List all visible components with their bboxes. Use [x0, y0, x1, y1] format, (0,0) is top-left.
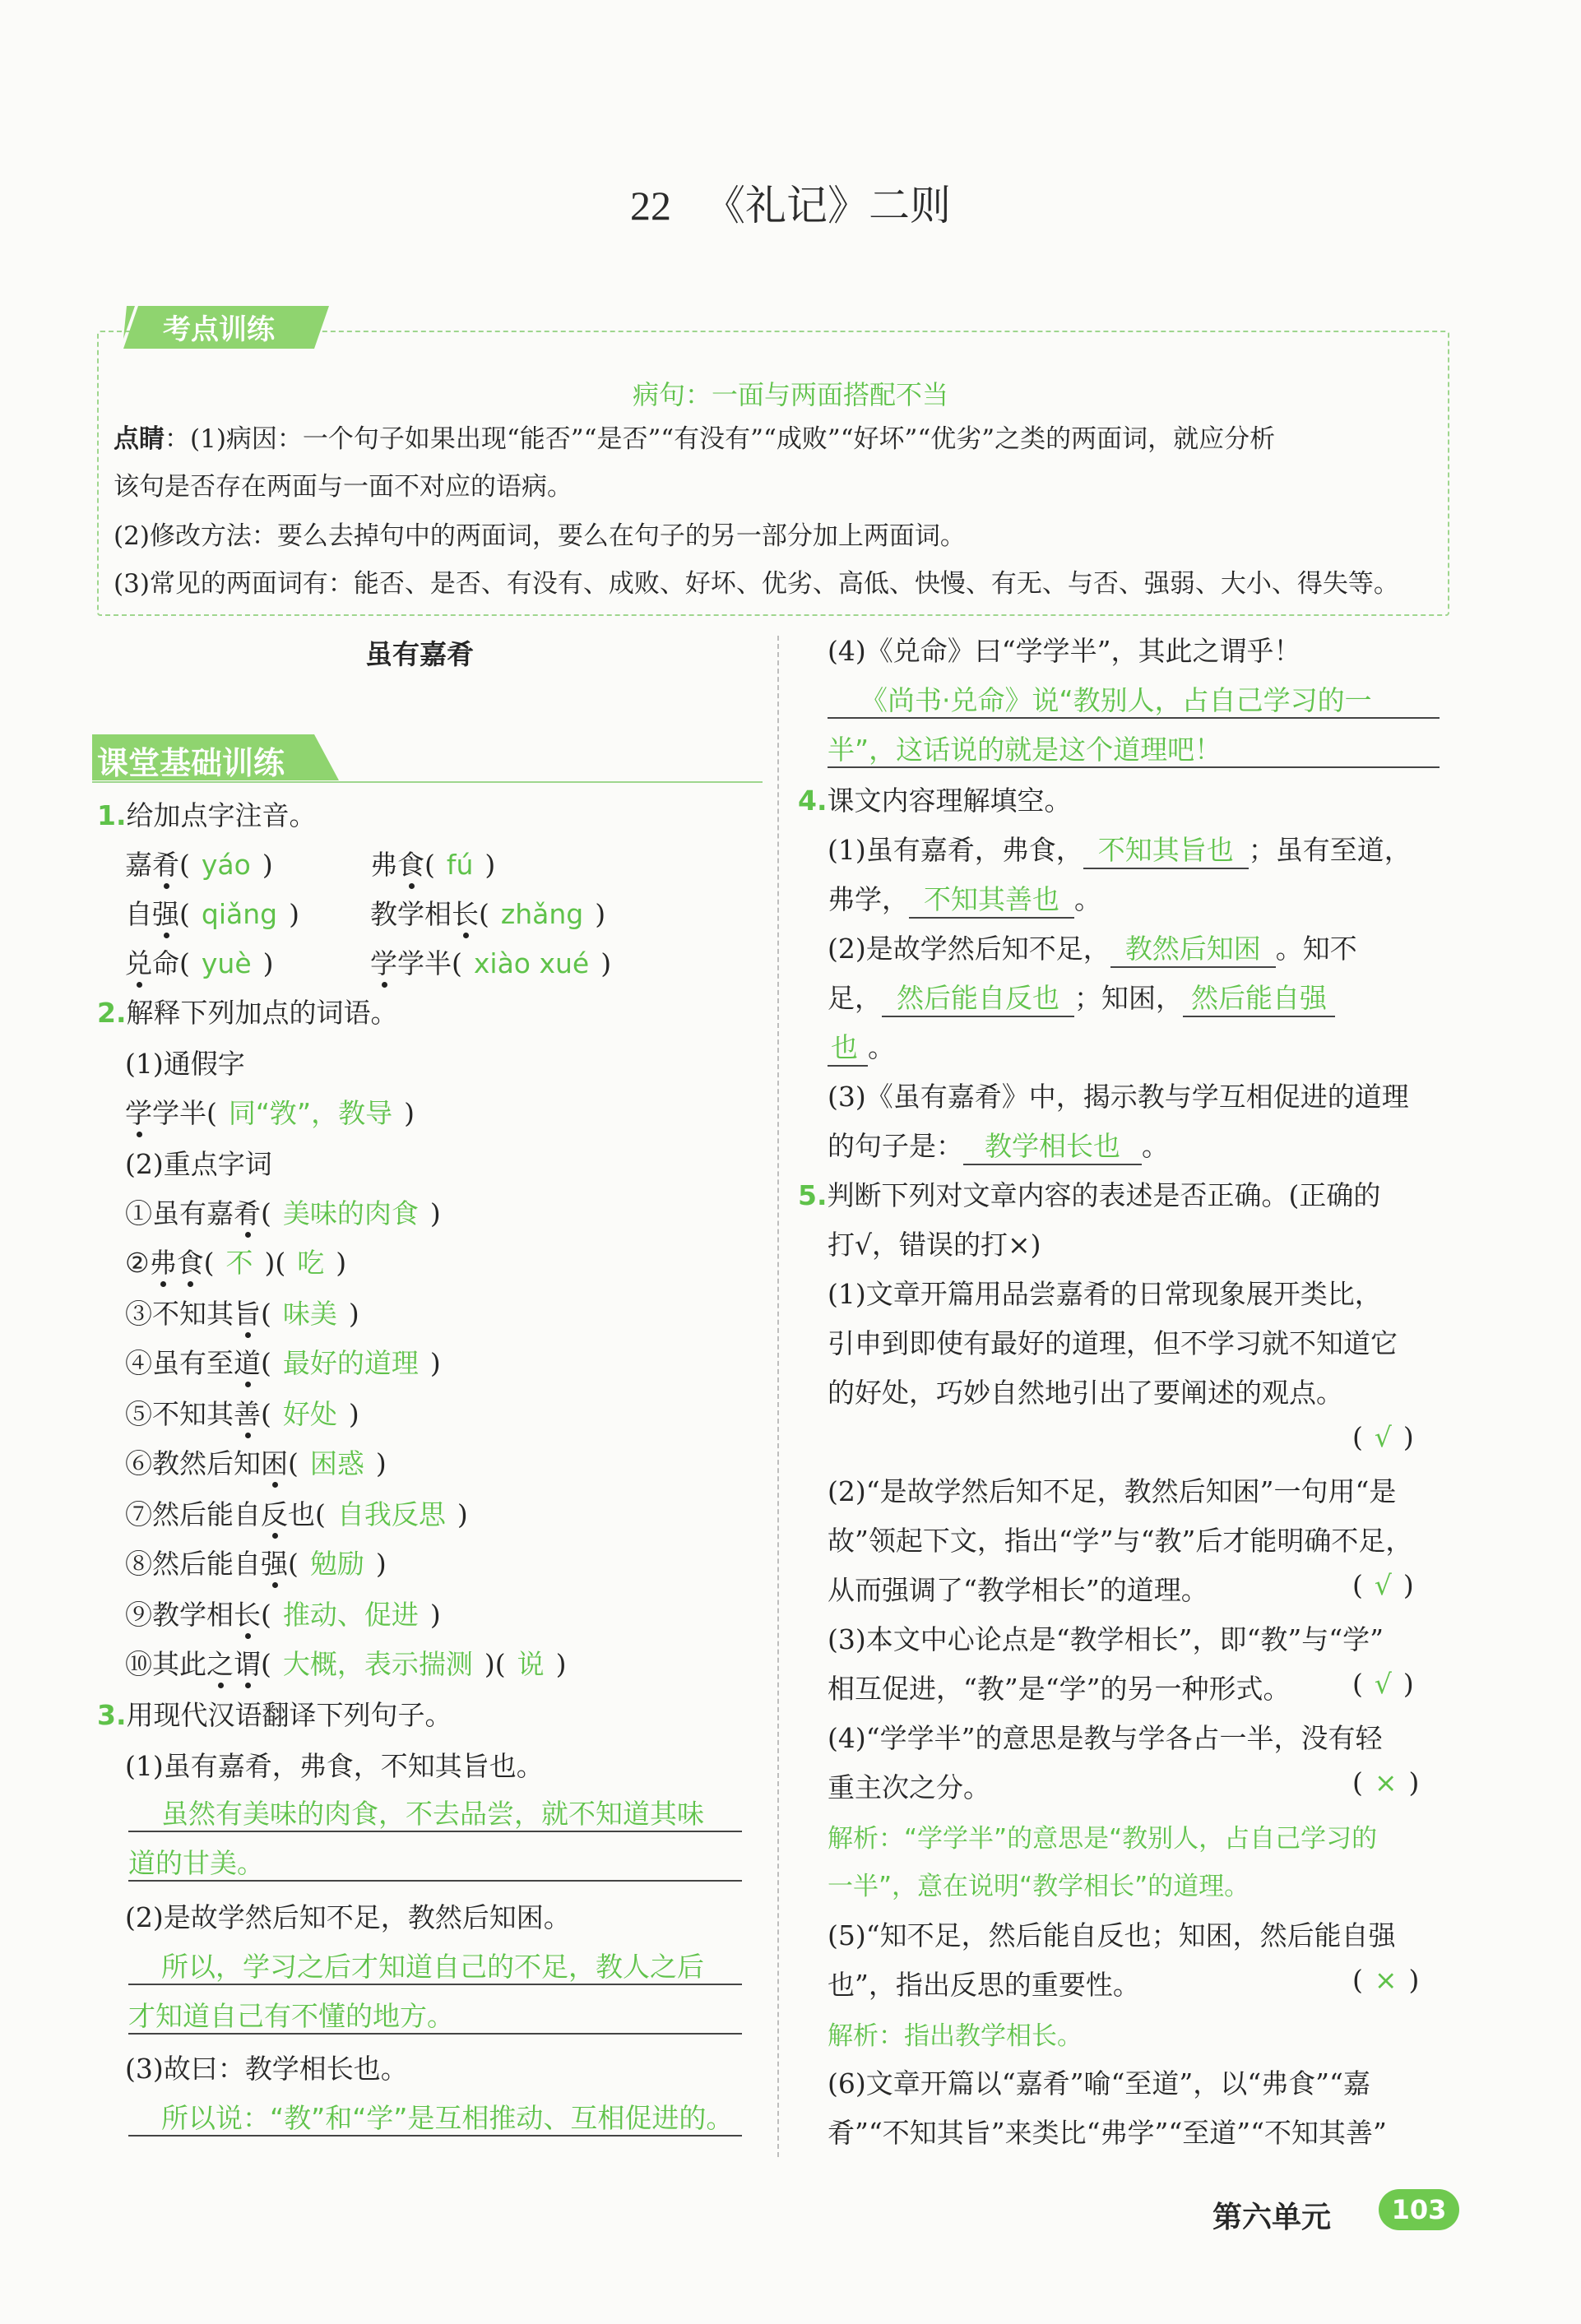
kaodian-subtitle: 病句：一面与两面搭配不当 [632, 379, 948, 410]
dotted-char: 弗 [150, 1242, 177, 1280]
blank-answer: 教然后知困 [1110, 928, 1276, 968]
q1-number: 1. [97, 799, 127, 831]
answer: 最好的道理 [282, 1347, 419, 1379]
q5-s6-l1: (6)文章开篇以“嘉肴”喻“至道”，以“弗食”“嘉 [828, 2067, 1370, 2099]
q4-text-seg: (2)是故学然后知不足， [828, 933, 1110, 965]
q2-text: 解释下列加点的词语。 [126, 997, 398, 1029]
q3-sentence-3: (3)故曰：教学相长也。 [125, 2053, 408, 2085]
q5-s5-answer: ( × ) [1352, 1964, 1420, 1996]
blank-answer: 不知其旨也 [1083, 829, 1249, 869]
q3-answer-1-line-2: 道的甘美。 [128, 1847, 264, 1879]
q2-item-pre: ④虽有至 [125, 1347, 234, 1379]
q4-text-seg: ；虽有至道， [1248, 834, 1412, 866]
q2-tongjia-post: 学半 [152, 1097, 206, 1129]
q2-item-pre: ⑨教学相 [125, 1599, 234, 1631]
answer: 吃 [297, 1247, 325, 1279]
q1-item-pre: 嘉 [125, 849, 152, 881]
page-title [0, 173, 1581, 232]
q4-text-seg: 。 [868, 1031, 895, 1063]
q1-item: 教学相长( zhǎng ) [370, 893, 605, 932]
dotted-char: 强 [261, 1543, 288, 1581]
q4-item-3-line-2 [828, 1125, 1169, 1165]
column-divider [777, 636, 779, 2157]
q3-text: 用现代汉语翻译下列句子。 [126, 1699, 452, 1731]
q5-s5-l2: 也”，指出反思的重要性。 [828, 1969, 1140, 2001]
q2-item-post: 也 [288, 1498, 315, 1530]
q5-s1-l2: 引申到即使有最好的道理，但不学习就不知道它 [828, 1327, 1398, 1359]
q4-item-1-line-1 [828, 829, 1412, 869]
q1-item: 兑命( yuè ) [125, 942, 274, 981]
q5 [798, 1174, 1380, 1213]
dotted-char: 旨 [234, 1293, 261, 1331]
q4-text-seg: 。知不 [1275, 933, 1357, 965]
answer-line [128, 1984, 742, 1985]
q5-number: 5. [798, 1179, 828, 1211]
dotted-char: 肴 [152, 844, 179, 882]
page-number: 103 [1379, 2189, 1459, 2230]
q5-s2-l1: (2)“是故学然后知不足，教然后知困”一句用“是 [828, 1475, 1397, 1507]
answer: 美味的肉食 [282, 1197, 419, 1229]
q1-item-pre: 教学相 [370, 898, 452, 930]
answer-line [128, 1880, 742, 1882]
kaodian-line-3: (2)修改方法：要么去掉句中的两面词，要么在句子的另一部分加上两面词。 [114, 521, 966, 551]
dotted-char: 兑 [125, 942, 152, 981]
judgement-answer: √ [1374, 1569, 1392, 1601]
q5-s4-l1: (4)“学学半”的意思是教与学各占一半，没有轻 [828, 1722, 1383, 1754]
answer: 同“敩”，教导 [228, 1097, 393, 1129]
answer: 自我反思 [336, 1498, 446, 1530]
q3-answer-1-line-1: 虽然有美味的肉食，不去品尝，就不知道其味 [161, 1798, 704, 1830]
q3-answer-2-line-1: 所以，学习之后才知道自己的不足，教人之后 [161, 1951, 704, 1983]
q3-sentence-1: (1)虽有嘉肴，弗食，不知其旨也。 [125, 1750, 544, 1782]
answer: 勉励 [309, 1548, 364, 1580]
q2-item: ⑨教学相长( 推动、促进 ) [125, 1594, 441, 1632]
q4-text-seg: ；知困， [1074, 982, 1183, 1014]
dotted-char: 食 [397, 844, 424, 882]
dotted-char: 学 [125, 1092, 152, 1131]
answer: fú [446, 849, 474, 881]
kaodian-line-4: (3)常见的两面词有：能否、是否、有没有、成败、好坏、优劣、高低、快慢、有无、与否、强弱、大小、得失等。 [114, 569, 1399, 599]
q3-answer-4-line-1: 《尚书·兑命》说“教别人，占自己学习的一 [860, 684, 1372, 716]
answer: yuè [201, 947, 252, 979]
dotted-char: 长 [452, 893, 479, 932]
q5-s3-l2: 相互促进，“教”是“学”的另一种形式。 [828, 1673, 1291, 1705]
q1-item: 自强( qiǎng ) [125, 893, 299, 932]
q4-item-2-line-2 [828, 977, 1335, 1017]
answer-line [128, 1831, 742, 1832]
judgement-answer: × [1374, 1964, 1398, 1996]
dotted-char: 之 [206, 1643, 234, 1682]
answer: zhǎng [500, 898, 584, 930]
q5-text-2: 打√，错误的打×) [828, 1229, 1041, 1261]
dotted-char: 道 [234, 1342, 261, 1381]
q1-item: 学学半( xiào xué ) [370, 942, 611, 981]
lesson-number: 22 [630, 183, 671, 229]
blank-answer: 然后能自反也 [882, 977, 1074, 1017]
judgement-answer: √ [1374, 1421, 1392, 1453]
q2-number: 2. [97, 997, 127, 1029]
q3-sentence-2: (2)是故学然后知不足，教然后知困。 [125, 1901, 571, 1933]
kaodian-line-1-text: ：(1)病因：一个句子如果出现“能否”“是否”“有没有”“成败”“好坏”“优劣”之类的两面词，就应分析 [165, 424, 1276, 454]
kaodian-line-2: 该句是否存在两面与一面不对应的语病。 [114, 472, 573, 502]
q5-s3-answer: ( √ ) [1352, 1668, 1414, 1700]
q5-s5-l1: (5)“知不足，然后能自反也；知困，然后能自强 [828, 1919, 1396, 1951]
q1-item-pre: 弗 [370, 849, 397, 881]
dotted-char: 长 [234, 1594, 261, 1632]
banner-title: 课堂基础训练 [97, 745, 285, 781]
answer: 说 [517, 1648, 545, 1680]
q2-item: ①虽有嘉肴( 美味的肉食 ) [125, 1192, 441, 1231]
q2-item-pre: ⑤不知其 [125, 1398, 234, 1430]
blank-answer: 然后能自强 [1183, 977, 1335, 1017]
q4-item-1-line-2 [828, 878, 1101, 919]
unit-label: 第六单元 [1212, 2201, 1332, 2234]
q3-number: 3. [97, 1699, 127, 1731]
q4-number: 4. [798, 785, 828, 817]
q5-s6-l2: 肴”“不知其旨”来类比“弗学”“至道”“不知其善” [828, 2117, 1387, 2149]
q1-item: 嘉肴( yáo ) [125, 844, 273, 882]
dianjing-label: 点睛 [114, 424, 165, 454]
answer: 大概，表示揣测 [282, 1648, 473, 1680]
q2-item: ⑦然后能自反也( 自我反思 ) [125, 1493, 468, 1532]
answer-line [828, 766, 1440, 768]
dotted-char: 学 [370, 942, 397, 981]
q1-item: 弗食( fú ) [370, 844, 495, 882]
q4-text-seg: 弗学， [828, 883, 909, 915]
q2-item-pre: ⑦然后能自 [125, 1498, 261, 1530]
lesson-title: 《礼记》二则 [704, 182, 951, 229]
q4-text-seg: 足， [828, 982, 882, 1014]
judgement-answer: √ [1374, 1668, 1392, 1700]
q1-text: 给加点字注音。 [126, 799, 317, 831]
q5-s1-answer: ( √ ) [1352, 1421, 1414, 1453]
q2-item: ⑩其此之谓( 大概，表示揣测 )( 说 ) [125, 1643, 567, 1682]
q5-s4-answer: ( × ) [1352, 1766, 1420, 1799]
answer: 推动、促进 [282, 1599, 419, 1631]
q1-item-pre: 自 [125, 898, 152, 930]
q2-item-pre: ⑧然后能自 [125, 1548, 261, 1580]
section-title: 虽有嘉肴 [365, 638, 474, 670]
q2-item: ⑥教然后知困( 困惑 ) [125, 1442, 387, 1481]
answer-line [828, 717, 1440, 719]
q2-item-pre: ② [125, 1247, 150, 1279]
q2 [97, 992, 398, 1030]
q3-answer-3-line-1: 所以说：“教”和“学”是互相推动、互相促进的。 [161, 2102, 734, 2134]
dotted-char: 肴 [234, 1192, 261, 1231]
kaodian-tag: 考点训练 [163, 313, 275, 346]
q5-s3-l1: (3)本文中心论点是“教学相长”，即“教”与“学” [828, 1623, 1384, 1655]
answer: 好处 [282, 1398, 337, 1430]
answer: 味美 [282, 1298, 337, 1330]
dotted-char: 善 [234, 1393, 261, 1432]
blank-answer: 教学相长也 [963, 1125, 1142, 1165]
q2-tongjia: 学学半( 同“敩”，教导 ) [125, 1092, 415, 1131]
q5-s4-explanation-2: 一半”，意在说明“教学相长”的道理。 [828, 1872, 1250, 1901]
dotted-char: 反 [261, 1493, 288, 1532]
q2-item: ⑧然后能自强( 勉励 ) [125, 1543, 387, 1581]
q3 [97, 1694, 452, 1733]
q5-s1-l1: (1)文章开篇用品尝嘉肴的日常现象展开类比， [828, 1278, 1382, 1310]
q4-text-seg: (1)虽有嘉肴，弗食， [828, 834, 1083, 866]
kaodian-line-1 [114, 418, 1275, 455]
dotted-char: 食 [177, 1242, 204, 1280]
q4-text-seg: 。 [1142, 1130, 1169, 1162]
blank-answer: 也 [828, 1026, 868, 1067]
dotted-char: 困 [261, 1442, 288, 1481]
q5-s2-l2: 故”领起下文，指出“学”与“教”后才能明确不足， [828, 1525, 1413, 1557]
answer: xiào xué [473, 947, 590, 979]
dotted-char: 强 [152, 893, 179, 932]
q4-text-seg: 。 [1074, 883, 1101, 915]
q1 [97, 794, 317, 833]
answer: yáo [201, 849, 251, 881]
q5-s4-l2: 重主次之分。 [828, 1771, 990, 1803]
q3-answer-4-line-2: 半”，这话说的就是这个道理吧！ [828, 734, 1222, 766]
q5-s4-explanation-1: 解析：“学学半”的意思是“教别人，占自己学习的 [828, 1824, 1378, 1854]
q5-s2-l3: 从而强调了“教学相长”的道理。 [828, 1574, 1208, 1606]
q2-item: ③不知其旨( 味美 ) [125, 1293, 359, 1331]
q5-s5-explanation: 解析：指出教学相长。 [828, 2021, 1083, 2051]
q4 [798, 780, 1072, 818]
answer: 不 [225, 1247, 253, 1279]
q1-item-post: 学半 [397, 947, 452, 979]
answer-line [128, 2135, 742, 2137]
blank-answer: 不知其善也 [909, 878, 1074, 919]
q2-item-pre: ③不知其 [125, 1298, 234, 1330]
q5-s2-answer: ( √ ) [1352, 1569, 1414, 1601]
dotted-char: 谓 [234, 1643, 261, 1682]
q2-item: ④虽有至道( 最好的道理 ) [125, 1342, 441, 1381]
answer: 困惑 [309, 1447, 364, 1479]
q2-item-pre: ⑥教然后知 [125, 1447, 261, 1479]
q4-item-3-line-1: (3)《虽有嘉肴》中，揭示教与学互相促进的道理 [828, 1081, 1409, 1113]
q4-item-2-line-3 [828, 1026, 895, 1067]
q4-item-2-line-1 [828, 928, 1357, 968]
q2-sub1: (1)通假字 [125, 1048, 245, 1080]
q1-item-post: 命 [152, 947, 179, 979]
judgement-answer: × [1374, 1766, 1398, 1799]
q2-sub2: (2)重点字词 [125, 1148, 272, 1180]
q5-text: 判断下列对文章内容的表述是否正确。(正确的 [827, 1179, 1381, 1211]
q4-text-seg: 的句子是： [828, 1130, 963, 1162]
q3-sentence-4: (4)《兑命》曰“学学半”，其此之谓乎！ [828, 635, 1301, 667]
q3-answer-2-line-2: 才知道自己有不懂的地方。 [128, 2000, 454, 2032]
q2-item: ⑤不知其善( 好处 ) [125, 1393, 359, 1432]
q4-text: 课文内容理解填空。 [827, 785, 1072, 817]
q5-s1-l3: 的好处，巧妙自然地引出了要阐述的观点。 [828, 1377, 1343, 1409]
answer: qiǎng [201, 898, 278, 930]
q2-item-pre: ⑩其此 [125, 1648, 206, 1680]
q2-item-pre: ①虽有嘉 [125, 1197, 234, 1229]
banner-underline [92, 781, 763, 783]
answer-line [128, 2033, 742, 2035]
q2-item: ②弗食( 不 )( 吃 ) [125, 1242, 346, 1280]
